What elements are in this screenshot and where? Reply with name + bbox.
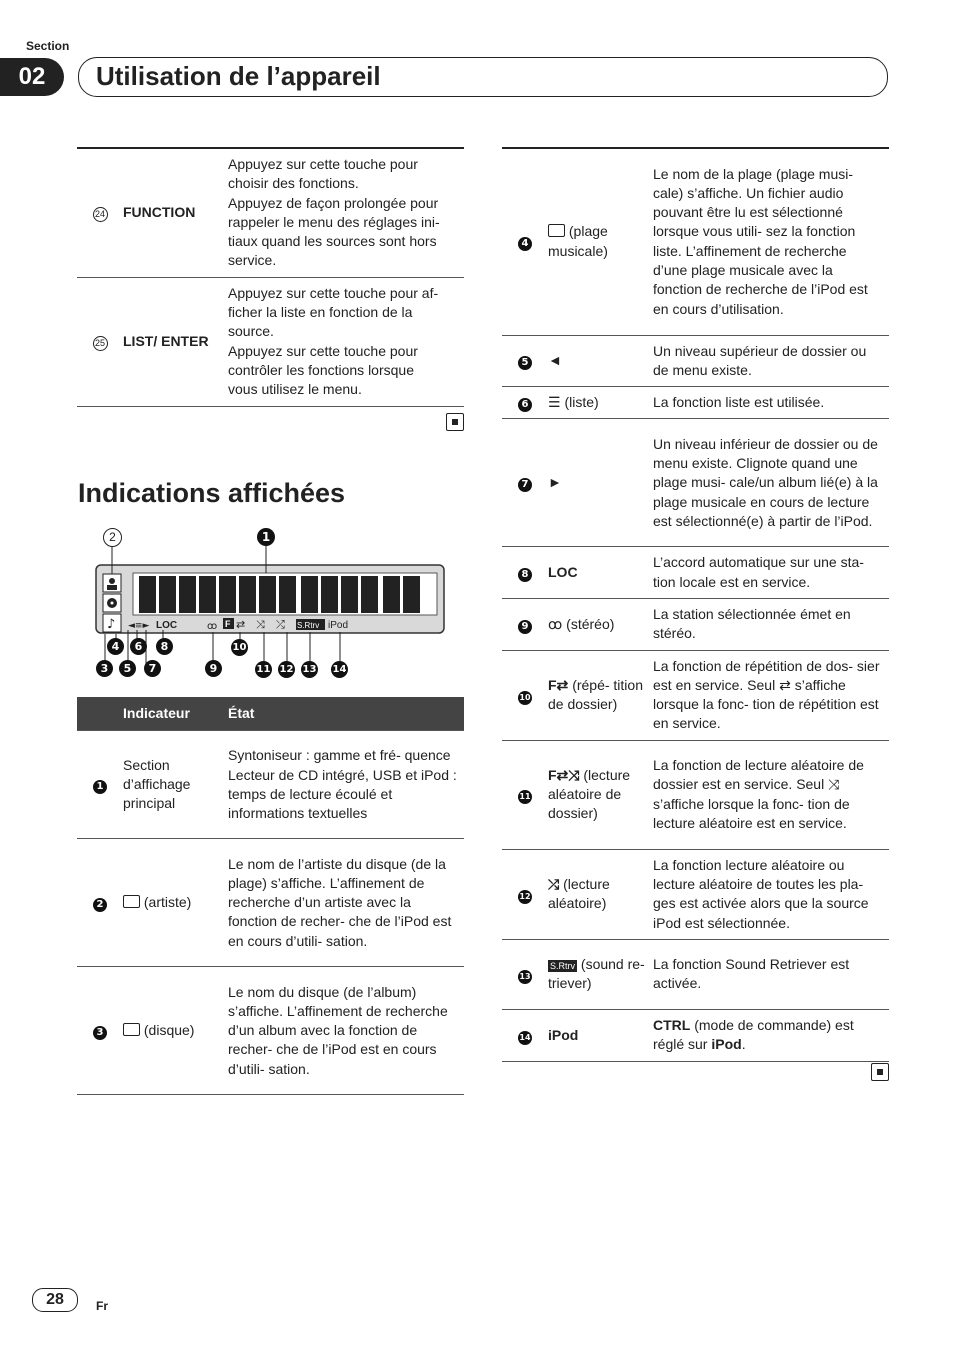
indicator-sound-retriever: S.Rtrv (sound re- triever) bbox=[548, 956, 645, 992]
indicator-main-display: Section d’affichage principal bbox=[123, 756, 191, 812]
callout-1: 1 bbox=[257, 528, 275, 546]
state-ipod: CTRL (mode de commande) est réglé sur iPod. bbox=[653, 1016, 854, 1053]
artist-icon bbox=[123, 895, 140, 908]
state-stereo: La station sélectionnée émet en stéréo. bbox=[653, 605, 851, 642]
callout-4: 4 bbox=[107, 638, 124, 655]
callout-6: 6 bbox=[130, 638, 147, 655]
indicator-folder-repeat: F⇄ (répé- tition de dossier) bbox=[548, 676, 643, 713]
indicator-left-arrow: ◄ bbox=[548, 352, 562, 369]
indicator-track: (plage musicale) bbox=[548, 223, 608, 259]
folder-random-icon: F⇄⤨ bbox=[548, 766, 580, 783]
header-state: État bbox=[228, 705, 255, 721]
callout-5: 5 bbox=[119, 660, 136, 677]
callout-9: 9 bbox=[205, 660, 222, 677]
state-folder-random: La fonction de lecture aléatoire de dossier est en service. Seul ⤨ s’affiche lorsque la fonc- tion de lecture aléatoire est en service. bbox=[653, 757, 864, 832]
indicator-table-right: 4 (plage musicale) Le nom de la plage (plage musi- cale) s’affiche. Un fichier audio pouvant être lu est sélectionné lorsque vous utili- sez la fonction liste. L’affinement de recherche d’une plage musicale avec la fonction de recherche de l’iPod est en cours d’utilisation. 5 ◄ Un niveau supérieur de dossier ou de menu existe. 6 ☰ (liste) La fonction liste est utilisée. 7 ► Un niveau inférieur de dossier ou de menu existe. Clignote quand une plage musi- cale/un album lié(e) à la plage musicale en cours de lecture est sélectionné(e) à partir de l’iPod. 8 LOC L’accord automatique sur une sta- tion locale est en service. 9 ꝏ (stéréo) La station sélectionnée émet en stéréo. 10 F⇄ (répé- tition de dossier) La fonction de répétition de dos- sier est en service. Seul ⇄ s’affiche lorsque la fonc- tion de répétition est en service. 11 F⇄⤨ (lecture aléatoire de dossier) La fonction de lecture aléatoire de dossier est en service. Seul ⤨ s’affiche lorsque la fonc- tion de lecture aléatoire est en service. 12 ⤮ (lecture aléatoire) La fonction lecture aléatoire ou lecture aléatoire de toutes les pla- ges est activée alors que la source iPod est sélectionnée. 13 S.Rtrv (sound re- triever) La fonction Sound Retriever est activée. 14 iPod CTRL (mode de commande) est réglé sur iPod. bbox=[502, 147, 889, 1062]
state-shuffle: La fonction lecture aléatoire ou lecture aléatoire de toutes les pla- ges est activée alors que la source iPod est sélectionnée. bbox=[653, 856, 869, 931]
indicator-loc: LOC bbox=[548, 564, 578, 581]
callout-12: 12 bbox=[278, 661, 295, 678]
state-track: Le nom de la plage (plage musi- cale) s’affiche. Un fichier audio pouvant être lu est sélectionné lorsque vous utili- sez la fonction liste. L’affinement de recherche d’une plage musicale avec la fonction de recherche de l’iPod est en cours d’utilisation. bbox=[653, 165, 868, 317]
svg-text:⤮: ⤮ bbox=[276, 618, 285, 631]
state-right-arrow: Un niveau inférieur de dossier ou de menu existe. Clignote quand une plage musi- cale/un album lié(e) à la plage musicale en cours de lecture est sélectionné(e) à partir de l’iPod. bbox=[653, 435, 878, 529]
end-mark-icon bbox=[446, 413, 464, 431]
indicator-table-left: Indicateur État 1 Section d’affichage principal Syntoniseur : gamme et fré- quence Lecteur de CD intégré, USB et iPod : temps de lecture écoulé et informations textuelles 2 (artiste) Le nom de l’artiste du disque (de la plage) s’affiche. L’affinement de recherche d’un artiste avec la fonction de recher- che de l’iPod est en cours d’utili- sation. 3 (disque) Le nom du disque (de l’album) s’affiche. L’affinement de recherche d’un album avec la fonction de recher- che de l’iPod est en cours d’utili- sation. bbox=[77, 697, 464, 1095]
state-loc: L’accord automatique sur une sta- tion locale est en service. bbox=[653, 554, 864, 590]
stereo-icon: ꝏ bbox=[548, 615, 563, 632]
state-artist: Le nom de l’artiste du disque (de la plage) s’affiche. L’affinement de recherche d’un artiste avec la fonction de recher- che de l’iPod est en cours d’utili- sation. bbox=[228, 855, 452, 949]
svg-text:⤨: ⤨ bbox=[256, 618, 265, 631]
indicator-list: ☰ (liste) bbox=[548, 394, 599, 411]
function-key-description: Appuyez sur cette touche pour choisir des fonctions. Appuyez de façon prolongée pour rappeler le menu des réglages ini- tiaux quand les sources sont hors service. bbox=[228, 156, 440, 269]
callout-11: 11 bbox=[255, 661, 272, 678]
svg-text:F: F bbox=[225, 619, 231, 629]
list-enter-key-label: LIST/ ENTER bbox=[123, 333, 209, 350]
state-sound-retriever: La fonction Sound Retriever est activée. bbox=[653, 956, 850, 992]
random-icon: ⤨ bbox=[828, 776, 840, 793]
function-key-label: FUNCTION bbox=[123, 204, 196, 221]
section-heading: Indications affichées bbox=[78, 478, 346, 508]
section-label: Section bbox=[26, 39, 70, 53]
svg-text:♪: ♪ bbox=[107, 617, 116, 632]
function-table bbox=[77, 147, 464, 407]
shuffle-icon: ⤮ bbox=[548, 876, 560, 893]
indicator-stereo: ꝏ (stéréo) bbox=[548, 615, 615, 632]
header-indicator: Indicateur bbox=[123, 705, 190, 721]
callout-7: 7 bbox=[144, 660, 161, 677]
indicator-disc: (disque) bbox=[123, 967, 228, 1095]
callout-2: 2 bbox=[103, 528, 122, 547]
callout-10: 10 bbox=[231, 639, 248, 656]
page-title: Utilisation de l’appareil bbox=[96, 61, 381, 91]
list-enter-key-description: Appuyez sur cette touche pour af- ficher la liste en fonction de la source. Appuyez sur cette touche pour contrôler les fonctions lorsque vous utilisez le menu. bbox=[228, 284, 439, 398]
callout-14: 14 bbox=[331, 661, 348, 678]
state-left-arrow: Un niveau supérieur de dossier ou de menu existe. bbox=[653, 342, 867, 378]
track-icon bbox=[548, 224, 565, 237]
indicator-folder-random: F⇄⤨ (lecture aléatoire de dossier) bbox=[548, 766, 631, 822]
folder-repeat-icon: F⇄ bbox=[548, 676, 569, 693]
ipod-label: iPod bbox=[328, 620, 349, 631]
indicator-right-arrow: ► bbox=[548, 474, 562, 491]
svg-text:⇄: ⇄ bbox=[236, 618, 246, 631]
list-icon: ☰ bbox=[548, 394, 561, 411]
state-disc: Le nom du disque (de l’album) s’affiche. L’affinement de recherche d’un album avec la fonction de recher- che de l’iPod est en cours d’utili- sation. bbox=[228, 983, 448, 1077]
state-list: La fonction liste est utilisée. bbox=[653, 394, 825, 411]
callout-3: 3 bbox=[96, 660, 113, 677]
state-main-display: Syntoniseur : gamme et fré- quence Lecteur de CD intégré, USB et iPod : temps de lecture écoulé et informations textuelles bbox=[228, 747, 457, 822]
indicator-ipod: iPod bbox=[548, 1026, 579, 1043]
callout-8: 8 bbox=[156, 638, 173, 655]
loc-label: LOC bbox=[156, 620, 178, 631]
svg-text:◄≡►: ◄≡► bbox=[128, 621, 150, 631]
section-number: 02 bbox=[0, 58, 64, 96]
end-mark-icon bbox=[871, 1063, 889, 1081]
number-marker: 24 bbox=[93, 207, 108, 222]
srtrv-label: S.Rtrv bbox=[297, 621, 320, 630]
indicator-shuffle: ⤮ (lecture aléatoire) bbox=[548, 876, 610, 912]
svg-text:ꝏ: ꝏ bbox=[207, 621, 218, 632]
page-number: 28 bbox=[32, 1288, 78, 1312]
callout-13: 13 bbox=[301, 661, 318, 678]
number-marker: 25 bbox=[93, 336, 108, 351]
srtrv-icon: S.Rtrv bbox=[550, 961, 576, 972]
language-label: Fr bbox=[96, 1299, 108, 1313]
state-folder-repeat: La fonction de répétition de dos- sier est en service. Seul ⇄ s’affiche lorsque la fonc- tion de répétition est en service. bbox=[653, 657, 880, 732]
disc-icon bbox=[123, 1023, 140, 1036]
repeat-icon: ⇄ bbox=[779, 676, 791, 693]
indicator-artist: (artiste) bbox=[123, 839, 228, 967]
